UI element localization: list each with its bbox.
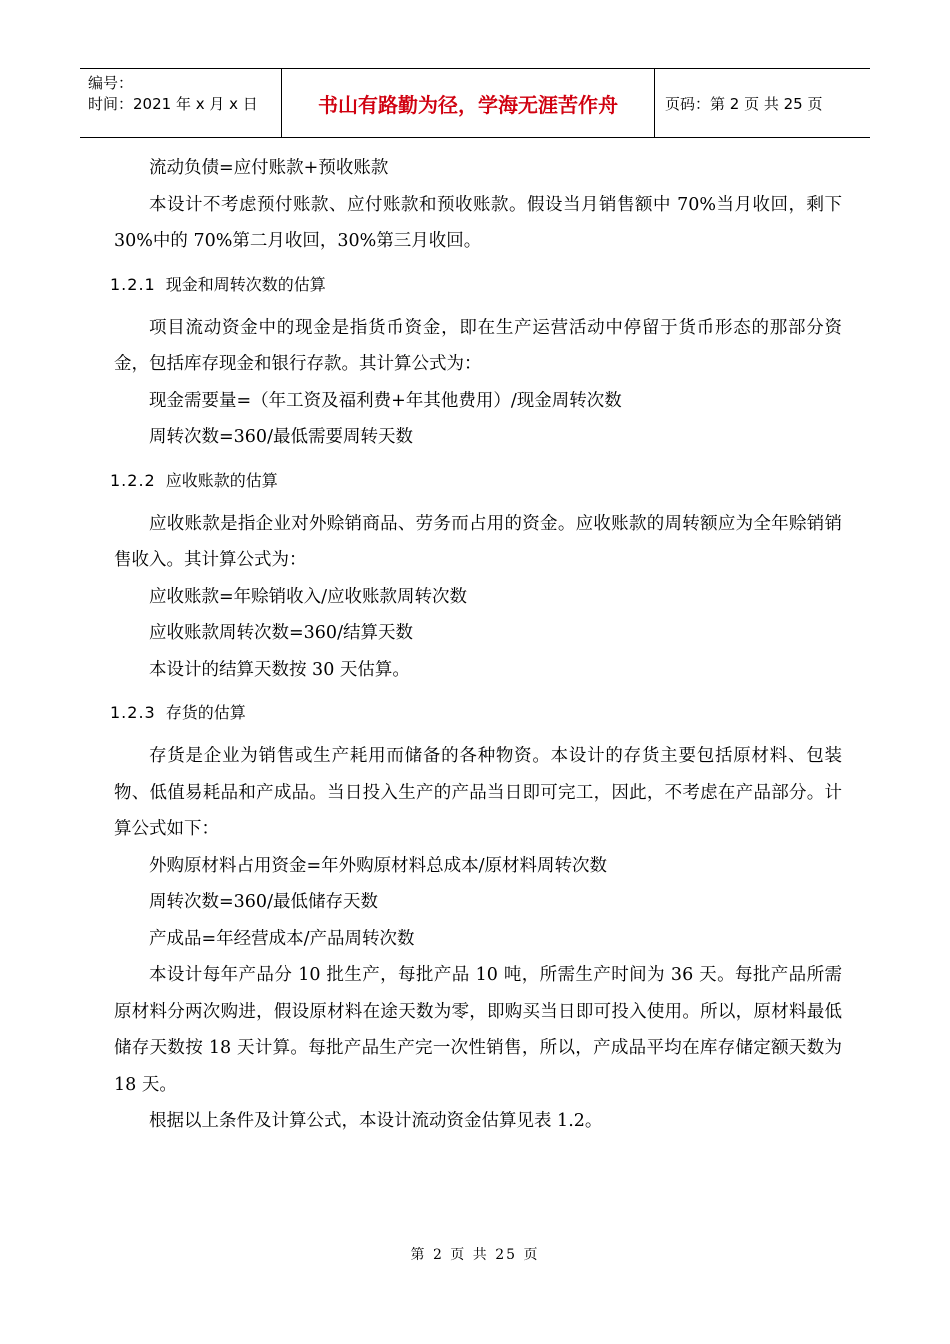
formula-line: 周转次数=360/最低储存天数 (149, 892, 378, 912)
header-page-info: 页码：第 2 页 共 25 页 (665, 94, 823, 113)
formula-line: 周转次数=360/最低需要周转天数 (149, 427, 413, 447)
formula-line: 应收账款=年赊销收入/应收账款周转次数 (149, 586, 468, 607)
section-number: 1.2.1 (110, 274, 156, 294)
paragraph: 存货是企业为销售或生产耗用而储备的各种物资。本设计的存货主要包括原材料、包装物、低值易耗品和产成品。当日投入生产的产品当日即可完工，因此，不考虑在产品部分。计算公式如下： (114, 746, 842, 839)
section-title: 现金和周转次数的估算 (165, 274, 326, 294)
paragraph: 本设计不考虑预付账款、应付账款和预收账款。假设当月销售额中 70%当月收回，剩下 30%中的 70%第二月收回，30%第三月收回。 (114, 194, 842, 251)
header-left-cell (80, 69, 282, 137)
section-heading (110, 260, 842, 310)
formula-line: 现金需要量=（年工资及福利费+年其他费用）/现金周转次数 (149, 390, 622, 411)
paragraph: 应收账款是指企业对外赊销商品、劳务而占用的资金。应收账款的周转额应为全年赊销销售收入。其计算公式为： (114, 513, 842, 570)
document-date-label: 时间：2021 年 x 月 x 日 (88, 95, 258, 113)
page-footer: 第 2 页 共 25 页 (410, 1247, 540, 1263)
paragraph: 本设计的结算天数按 30 天估算。 (149, 659, 410, 680)
section-title: 应收账款的估算 (165, 470, 278, 490)
formula-line: 产成品=年经营成本/产品周转次数 (149, 928, 415, 949)
document-number-label: 编号： (88, 74, 134, 92)
page-header (80, 68, 870, 138)
section-number: 1.2.2 (110, 470, 156, 490)
formula-line: 应收账款周转次数=360/结算天数 (149, 623, 413, 643)
formula-line: 外购原材料占用资金=年外购原材料总成本/原材料周转次数 (149, 855, 608, 876)
paragraph: 项目流动资金中的现金是指货币资金，即在生产运营活动中停留于货币形态的那部分资金，包括库存现金和银行存款。其计算公式为： (114, 317, 842, 374)
header-motto: 书山有路勤为径，学海无涯苦作舟 (282, 69, 655, 137)
section-title: 存货的估算 (165, 703, 246, 722)
paragraph: 本设计每年产品分 10 批生产，每批产品 10 吨，所需生产时间为 36 天。每批产品所需原材料分两次购进，假设原材料在途天数为零，即购买当日即可投入使用。所以，原材料最低储存天数按 18 天计算。每批产品生产完一次性销售，所以，产成品平均在库存储定额天数为 18 天。 (114, 965, 842, 1095)
paragraph: 根据以上条件及计算公式，本设计流动资金估算见表 1.2。 (149, 1111, 603, 1131)
section-heading (110, 688, 842, 738)
section-number: 1.2.3 (110, 703, 156, 722)
document-body (110, 150, 842, 1140)
paragraph: 流动负债=应付账款+预收账款 (149, 158, 389, 178)
section-heading (110, 456, 842, 506)
